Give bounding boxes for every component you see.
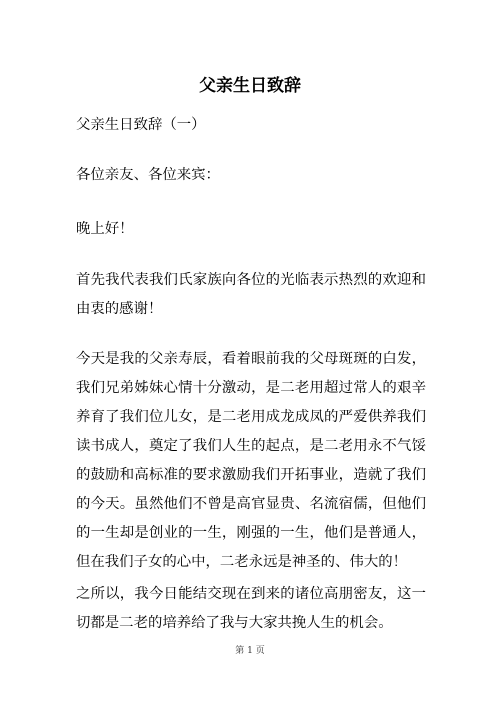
subtitle-paragraph: 父亲生日致辞（一） [76, 117, 206, 133]
body-paragraph: 今天是我的父亲寿辰，看着眼前我的父母斑斑的白发，我们兄弟姊妹心情十分激动，是二老用超过常人的艰辛养育了我们位儿女，是二老用成龙成凤的严爱供养我们读书成人，奠定了我们人生的起点，是二老用永不气馁的鼓励和高标准的要求激励我们开拓事业，造就了我们的今天。虽然他们不曾是高官显贵、名流宿儒，但他们的一生却是创业的一生，刚强的一生，他们是普通人，但在我们子女的心中，二老永远是神圣的、伟大的！ [76, 351, 426, 570]
page-number: 第 1 页 [235, 646, 265, 656]
greeting-paragraph: 晚上好！ [76, 221, 134, 237]
thanks-paragraph: 首先我代表我们氏家族向各位的光临表示热烈的欢迎和由衷的感谢！ [76, 272, 426, 317]
closing-paragraph: 之所以，我今日能结交现在到来的诸位高朋密友，这一切都是二老的培养给了我与大家共挽人生的机会。 [76, 586, 426, 631]
salutation-paragraph: 各位亲友、各位来宾： [76, 167, 220, 183]
document-title: 父亲生日致辞 [199, 76, 301, 96]
